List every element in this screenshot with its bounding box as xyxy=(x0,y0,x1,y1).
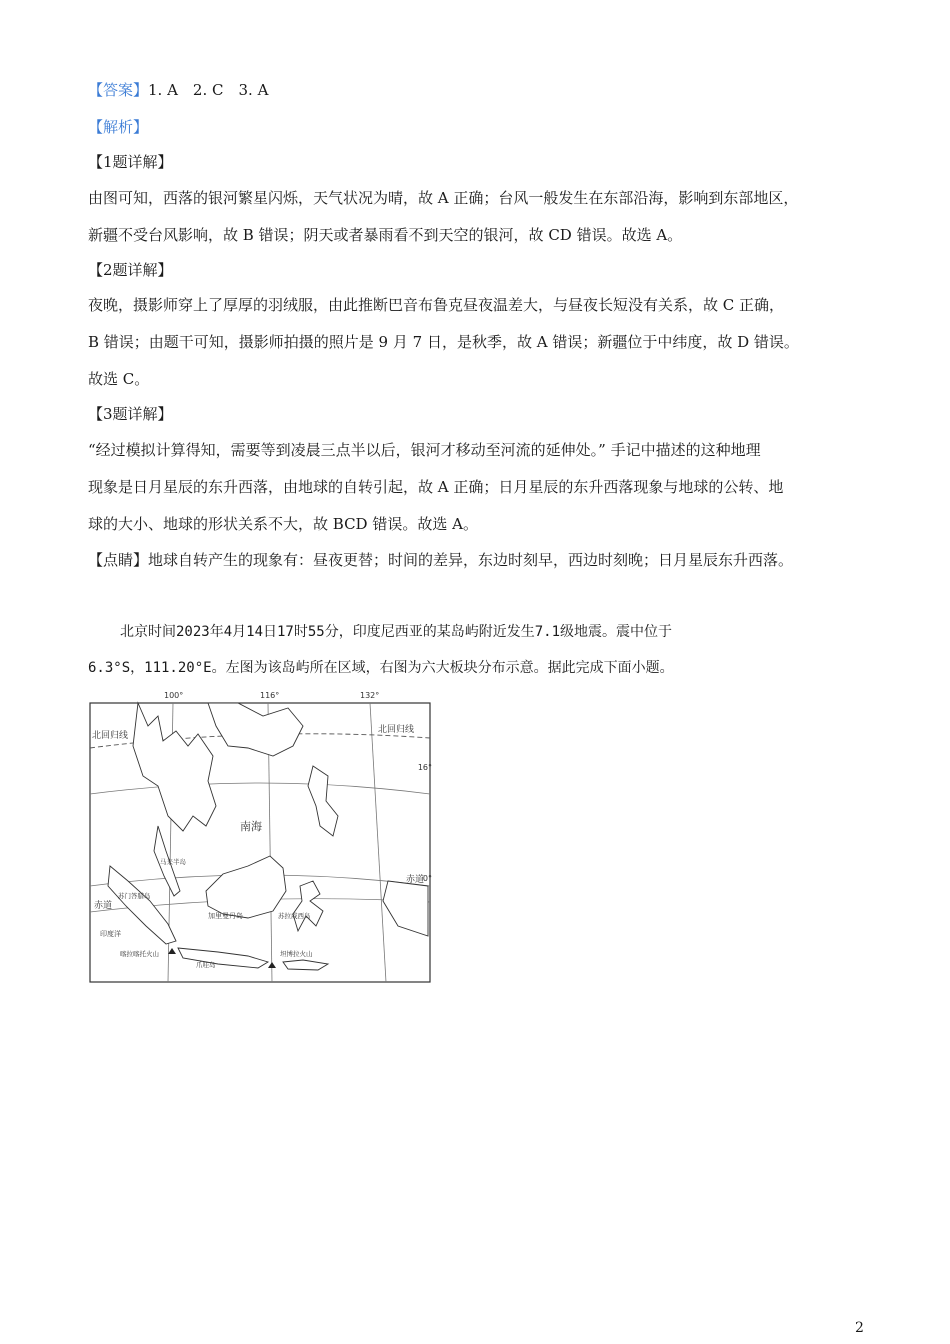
q3-line-1: “经过模拟计算得知，需要等到凌晨三点半以后，银河才移动至河流的延伸处。” 手记中描述的这种地理 xyxy=(88,441,761,459)
equator-label-right: 赤道 xyxy=(406,875,425,885)
java-label: 爪哇岛 xyxy=(196,961,216,969)
q2-label: 【2题详解】 xyxy=(88,261,173,279)
q1-label: 【1题详解】 xyxy=(88,153,173,171)
lon-label-132: 132° xyxy=(360,691,380,700)
tip-line xyxy=(88,550,793,570)
page-number: 2 xyxy=(855,1320,864,1336)
south-sea-label: 南海 xyxy=(240,820,262,833)
indian-ocean-label: 印度洋 xyxy=(100,930,121,938)
answer-text: 1. A 2. C 3. A xyxy=(148,81,269,99)
lat-label-0: 0° xyxy=(422,874,432,883)
tropic-label-right: 北回归线 xyxy=(378,725,415,735)
q1-line-1: 由图可知，西落的银河繁星闪烁，天气状况为晴，故 A 正确；台风一般发生在东部沿海，影响到东部地区， xyxy=(88,189,799,207)
sumatra-label: 苏门答腊岛 xyxy=(118,892,151,900)
tambora-label: 坦博拉火山 xyxy=(280,950,313,958)
lon-label-100: 100° xyxy=(164,691,184,700)
q3-line-2: 现象是日月星辰的东升西落，由地球的自转引起，故 A 正确；日月星辰的东升西落现象与地球的公转、地 xyxy=(88,478,784,496)
lat-label-16: 16° xyxy=(417,763,432,772)
q2-line-3: 故选 C。 xyxy=(88,370,150,388)
question-intro-line-1: 北京时间2023年4月14日17时55分，印度尼西亚的某岛屿附近发生7.1级地震。震中位于 xyxy=(120,624,673,640)
southeast-asia-map xyxy=(88,686,433,984)
q3-line-3: 球的大小、地球的形状关系不大，故 BCD 错误。故选 A。 xyxy=(88,515,478,533)
q2-line-2: B 错误；由题干可知，摄影师拍摄的照片是 9 月 7 日，是秋季，故 A 错误；新疆位于中纬度，故 D 错误。 xyxy=(88,333,799,351)
tropic-label-left: 北回归线 xyxy=(92,731,129,741)
question-intro-line-2: 6.3°S，111.20°E。左图为该岛屿所在区域，右图为六大板块分布示意。据此完成下面小题。 xyxy=(88,660,674,676)
equator-label-left: 赤道 xyxy=(94,901,113,911)
q3-label: 【3题详解】 xyxy=(88,405,173,423)
tip-text: 地球自转产生的现象有：昼夜更替；时间的差异，东边时刻早，西边时刻晚；日月星辰东升西落。 xyxy=(148,551,794,569)
malay-label: 马来半岛 xyxy=(160,858,186,866)
tip-label: 【点睛】 xyxy=(88,551,149,569)
answer-line xyxy=(88,80,268,100)
q1-line-2: 新疆不受台风影响，故 B 错误；阴天或者暴雨看不到天空的银河，故 CD 错误。故选 A。 xyxy=(88,226,683,244)
q2-line-1: 夜晚，摄影师穿上了厚厚的羽绒服，由此推断巴音布鲁克昼夜温差大，与昼夜长短没有关系，故 C 正确， xyxy=(88,296,785,314)
sulawesi-label: 苏拉威西岛 xyxy=(278,912,311,920)
krakatoa-label: 喀拉喀托火山 xyxy=(120,950,159,958)
answer-label: 【答案】 xyxy=(88,81,149,99)
analysis-label: 【解析】 xyxy=(88,118,149,136)
kalimantan-label: 加里曼丹岛 xyxy=(208,912,243,920)
lon-label-116: 116° xyxy=(260,691,280,700)
